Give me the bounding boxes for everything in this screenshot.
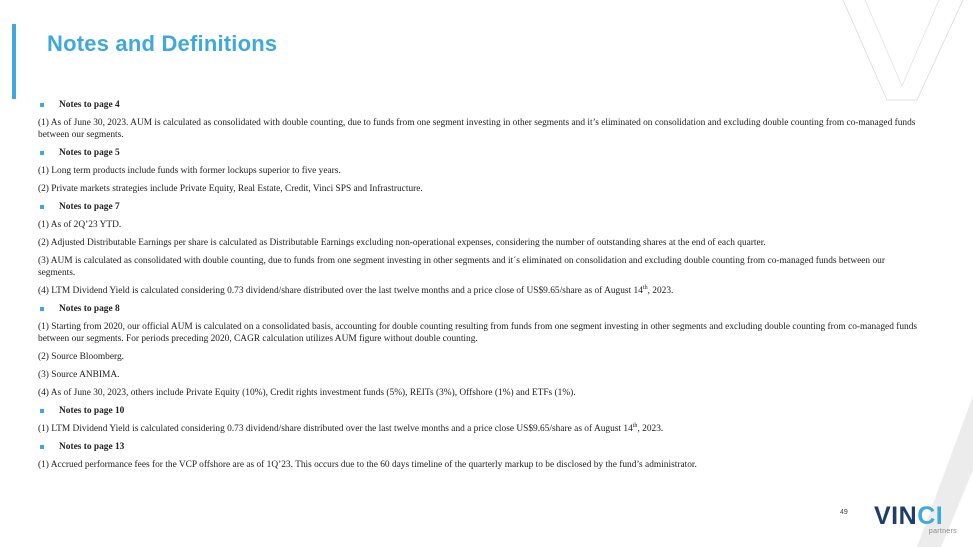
note-section-heading: Notes to page 10 xyxy=(38,405,918,417)
note-section-heading: Notes to page 8 xyxy=(38,303,918,315)
note-line: (1) As of 2Q’23 YTD. xyxy=(38,220,122,230)
note-line: (3) Source ANBIMA. xyxy=(38,370,120,380)
bullet-icon xyxy=(40,445,44,449)
note-line: (1) Long term products include funds with former lockups superior to five years. xyxy=(38,166,341,176)
note-line: (4) LTM Dividend Yield is calculated considering 0.73 dividend/share distributed over the last twelve months and a price close of US$9.65/share as of August 14th, 2023. xyxy=(38,284,674,296)
bullet-icon xyxy=(40,409,44,413)
note-section-heading: Notes to page 13 xyxy=(38,441,918,453)
title-accent-bar xyxy=(12,24,16,99)
note-line: (1) LTM Dividend Yield is calculated considering 0.73 dividend/share distributed over the last twelve months and a price close US$9.65/share as of August 14th, 2023. xyxy=(38,422,664,434)
logo-subtitle: partners xyxy=(928,528,957,535)
note-line: (1) Starting from 2020, our official AUM is calculated on a consolidated basis, accounting for double counting resulting from funds from one segment investing in other segments and excluding double counting from co-managed funds between our segments. For periods preceding 2020, CAGR calculation utilizes AUM figure without double counting. xyxy=(38,322,918,344)
note-line: (1) Accrued performance fees for the VCP offshore are as of 1Q’23. This occurs due to the 60 days timeline of the quarterly markup to be disclosed by the fund’s administrator. xyxy=(38,460,697,470)
note-line: (2) Adjusted Distributable Earnings per share is calculated as Distributable Earnings excluding non-operational expenses, considering the number of outstanding shares at the end of each quarter. xyxy=(38,238,766,248)
note-section-heading: Notes to page 7 xyxy=(38,201,918,213)
note-line: (4) As of June 30, 2023, others include Private Equity (10%), Credit rights investment funds (5%), REITs (3%), Offshore (1%) and ETFs (1%). xyxy=(38,388,576,398)
bullet-icon xyxy=(40,151,44,155)
notes-list xyxy=(38,99,918,477)
note-section-heading: Notes to page 4 xyxy=(38,99,918,111)
bullet-icon xyxy=(40,307,44,311)
note-line: (1) As of June 30, 2023. AUM is calculated as consolidated with double counting, due to funds from one segment investing in other segments and it’s eliminated on consolidation and excluding double counting from co-managed funds between our segments. xyxy=(38,118,916,140)
note-line: (2) Private markets strategies include Private Equity, Real Estate, Credit, Vinci SPS and Infrastructure. xyxy=(38,184,423,194)
note-line: (3) AUM is calculated as consolidated with double counting, due to funds from one segment investing in other segments and it´s eliminated on consolidation and excluding double counting from co-managed funds between our segments. xyxy=(38,256,885,278)
logo-wordmark: VINCI xyxy=(874,502,944,530)
page-title: Notes and Definitions xyxy=(47,31,278,56)
note-line: (2) Source Bloomberg. xyxy=(38,352,125,362)
decorative-slash xyxy=(913,0,973,547)
note-section-heading: Notes to page 5 xyxy=(38,147,918,159)
page-number: 49 xyxy=(840,509,848,516)
bullet-icon xyxy=(40,205,44,209)
vinci-partners-logo xyxy=(874,503,959,539)
bullet-icon xyxy=(40,103,44,107)
